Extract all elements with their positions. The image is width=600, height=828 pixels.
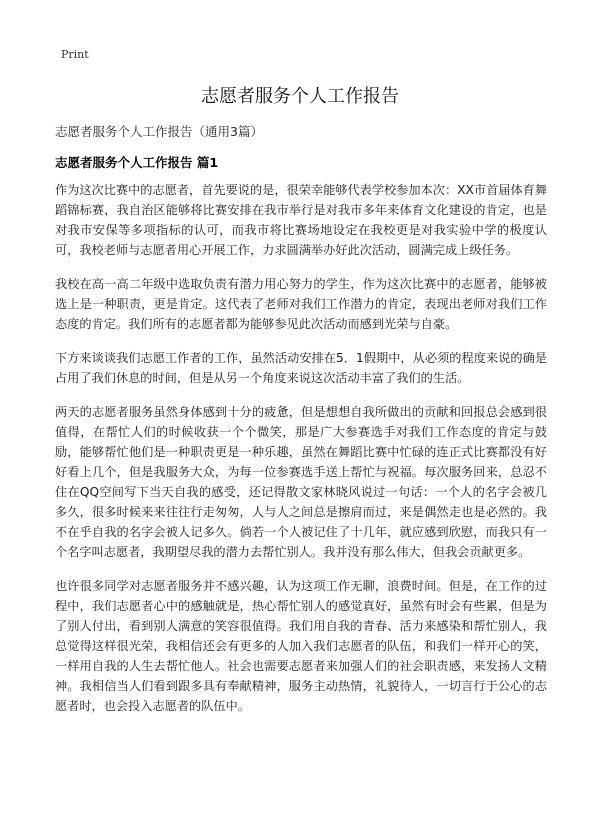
paragraph: 两天的志愿者服务虽然身体感到十分的疲惫，但是想想自我所做出的贡献和回报总会感到很值得，在帮忙人们的时候收获一个个微笑，那是广大参赛选手对我们工作态度的肯定与鼓励，能够帮忙他们是一种职责更是一种乐趣，虽然在舞蹈比赛中忙碌的连正式比赛都没有好好看上几个，但是我服务大众，为每一位参赛选手送上帮忙与祝福。每次服务回来，总忍不住在QQ空间写下当天自我的感受，还记得散文家林晓风说过一句话：一个人的名字会被几多久，很多时候来来往往行走匆匆，人与人之间总是擦肩而过，来是偶然走也是必然的。我不在乎自我的名字会被人记多久。倘若一个人被记住了十几年，就应感到欣慰，而我只有一个名字叫志愿者，我期望尽我的潜力去帮忙别人。我并没有那么伟大，但我会贡献更多。: [55, 405, 547, 559]
page-title: 志愿者服务个人工作报告: [201, 86, 399, 107]
section-heading: 志愿者服务个人工作报告 篇1: [55, 155, 219, 170]
paragraph: 下方来谈谈我们志愿工作者的工作，虽然活动安排在5．1假期中，从必须的程度来说的确是占用了我们休息的时间，但是从另一个角度来说这次活动丰富了我们的生活。: [55, 351, 547, 385]
paragraph: 也许很多同学对志愿者服务并不感兴趣，认为这项工作无聊，浪费时间。但是，在工作的过程中，我们志愿者心中的感触就是，热心帮忙别人的感觉真好，虽然有时会有些累，但是为了别人付出，看到别人满意的笑容很值得。我们用自我的青春、活力来感染和帮忙别人，我总觉得这样很光荣，我相信还会有更多的人加入我们志愿者的队伍，和我们一样开心的笑，一样用自我的人生去帮忙他人。社会也需要志愿者来加强人们的社会职责感，来发扬人文精神。我相信当人们看到跟多具有奉献精神，服务主动热情，礼貌待人，一切言行于公心的志愿者时，也会投入志愿者的队伍中。: [55, 579, 547, 713]
document-body: [55, 180, 547, 730]
print-label: Print: [61, 48, 89, 61]
document-subtitle: 志愿者服务个人工作报告（通用3篇）: [55, 124, 263, 139]
paragraph: 作为这次比赛中的志愿者，首先要说的是，很荣幸能够代表学校参加本次：XX市首届体育舞蹈锦标赛，我自治区能够将比赛安排在我市举行是对我市多年来体育文化建设的肯定，也是对我市安保等多项指标的认可，而我市将比赛场地设定在我校更是对我实验中学的极度认可，我校老师与志愿者用心开展工作，力求圆满举办好此次活动，圆满完成上级任务。: [55, 183, 548, 257]
paragraph: 我校在高一高二年级中选取负责有潜力用心努力的学生，作为这次比赛中的志愿者，能够被选上是一种职责，更是肯定。这代表了老师对我们工作潜力的肯定，表现出老师对我们工作态度的肯定。我们所有的志愿者都为能够参见此次活动而感到光荣与自豪。: [55, 277, 547, 331]
